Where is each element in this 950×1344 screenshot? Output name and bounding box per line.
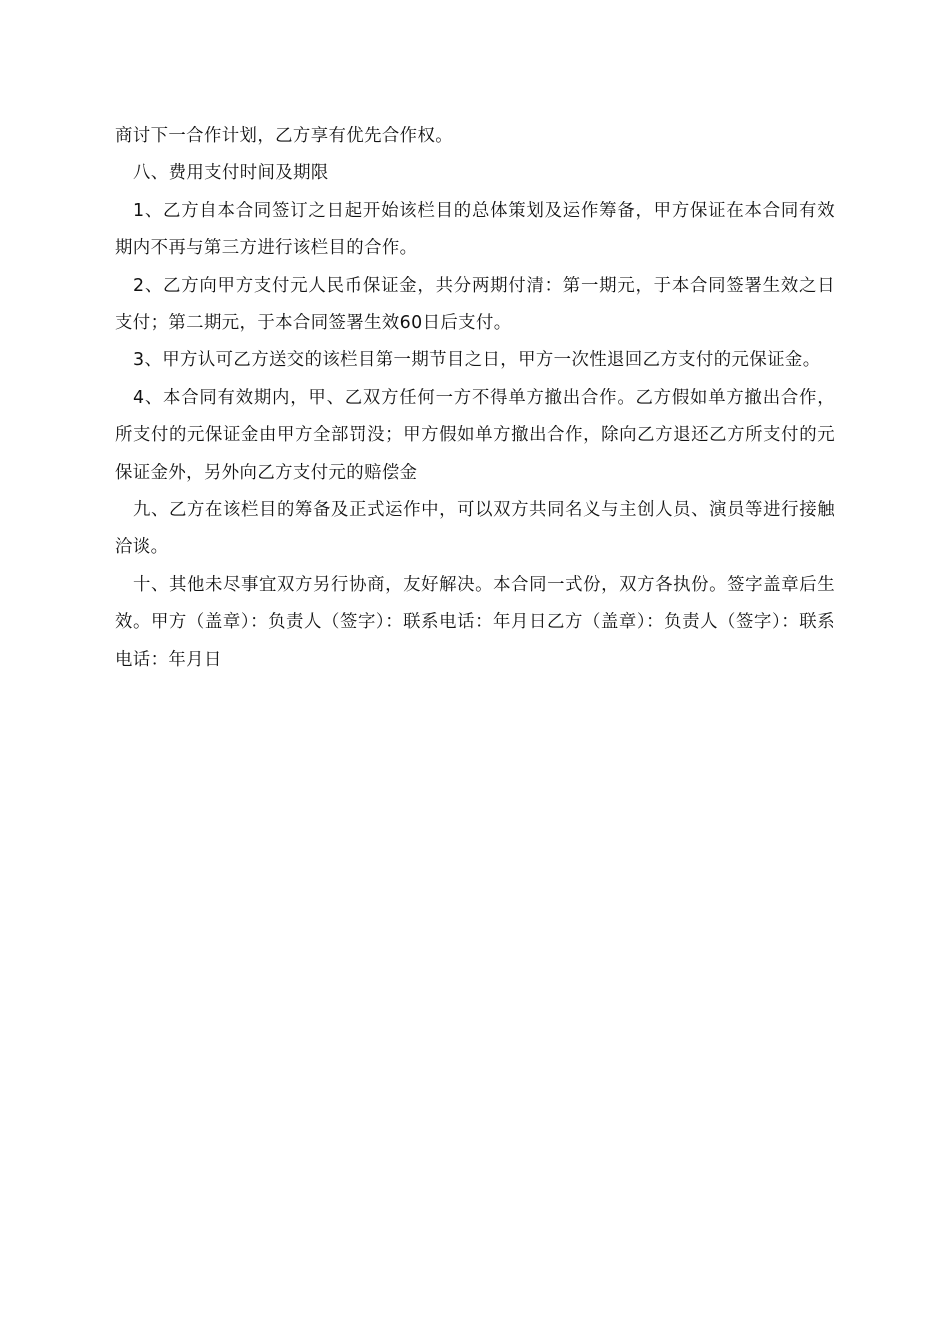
document-body	[115, 118, 835, 679]
section-9: 九、乙方在该栏目的筹备及正式运作中，可以双方共同名义与主创人员、演员等进行接触洽谈。	[115, 500, 835, 558]
clause-8-4: 4、本合同有效期内，甲、乙双方任何一方不得单方撤出合作。乙方假如单方撤出合作，所支付的元保证金由甲方全部罚没；甲方假如单方撤出合作，除向乙方退还乙方所支付的元保证金外，另外向乙方支付元的赔偿金	[115, 387, 835, 483]
paragraph-continuation: 商讨下一合作计划，乙方享有优先合作权。	[115, 126, 454, 146]
section-heading-8: 八、费用支付时间及期限	[133, 163, 329, 184]
clause-8-3: 3、甲方认可乙方送交的该栏目第一期节目之日，甲方一次性退回乙方支付的元保证金。	[133, 350, 821, 371]
clause-8-1: 1、乙方自本合同签订之日起开始该栏目的总体策划及运作筹备，甲方保证在本合同有效期内不再与第三方进行该栏目的合作。	[115, 200, 835, 259]
clause-8-2: 2、乙方向甲方支付元人民币保证金，共分两期付清：第一期元，于本合同签署生效之日支付；第二期元，于本合同签署生效60日后支付。	[115, 275, 835, 334]
section-10: 十、其他未尽事宜双方另行协商，友好解决。本合同一式份，双方各执份。签字盖章后生效。甲方（盖章）：负责人（签字）：联系电话：年月日乙方（盖章）：负责人（签字）：联系电话：年月日	[115, 574, 835, 670]
